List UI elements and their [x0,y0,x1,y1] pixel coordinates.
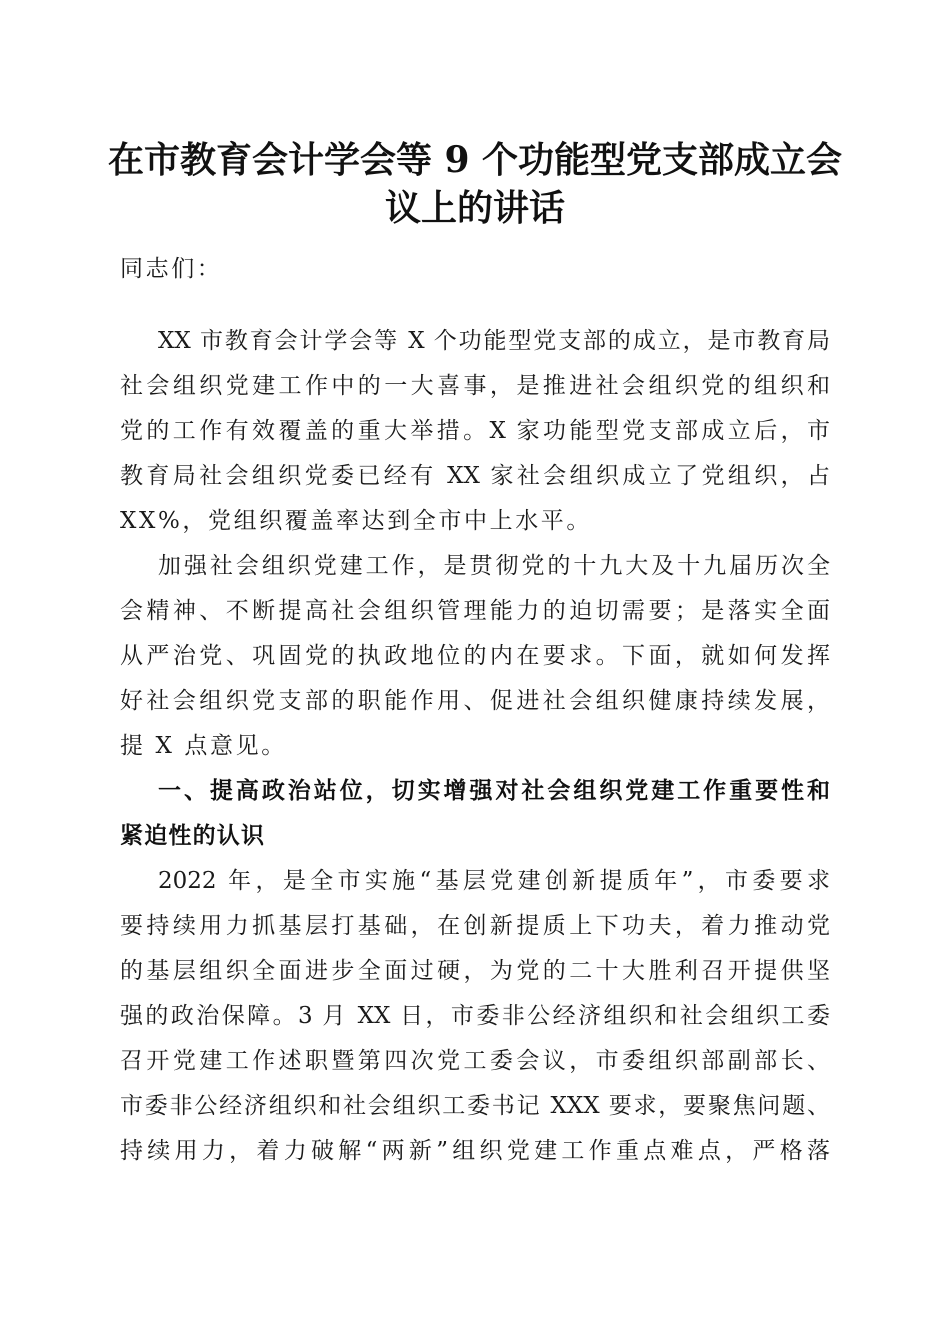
paragraph-1-line: 教育局社会组织党委已经有 XX 家社会组织成立了党组织，占 [120,463,830,489]
paragraph-3-line: 持续用力，着力破解“两新”组织党建工作重点难点，严格落 [120,1138,830,1164]
paragraph-2-line: 提 X 点意见。 [120,733,287,759]
section-heading-1-continued: 紧迫性的认识 [120,823,266,849]
section-heading-1: 一、提高政治站位，切实增强对社会组织党建工作重要性和 [158,778,830,804]
paragraph-2-line: 会精神、不断提高社会组织管理能力的迫切需要；是落实全面 [120,598,830,624]
paragraph-2-line: 好社会组织党支部的职能作用、促进社会组织健康持续发展， [120,688,830,714]
document-title-line-1: 在市教育会计学会等 9 个功能型党支部成立会 [107,139,843,181]
paragraph-3-line: 要持续用力抓基层打基础，在创新提质上下功夫，着力推动党 [120,913,830,939]
paragraph-2-line: 从严治党、巩固党的执政地位的内在要求。下面，就如何发挥 [120,643,830,669]
paragraph-1-line: 社会组织党建工作中的一大喜事，是推进社会组织党的组织和 [120,373,830,399]
paragraph-3-line: 强的政治保障。3 月 XX 日，市委非公经济组织和社会组织工委 [120,1003,830,1029]
paragraph-3-line: 2022 年，是全市实施“基层党建创新提质年”，市委要求 [158,868,830,894]
paragraph-3-line: 市委非公经济组织和社会组织工委书记 XXX 要求，要聚焦问题、 [120,1093,830,1119]
document-title-line-2: 议上的讲话 [384,187,565,229]
salutation: 同志们： [120,256,223,282]
paragraph-3-line: 的基层组织全面进步全面过硬，为党的二十大胜利召开提供坚 [120,958,830,984]
paragraph-2-line: 加强社会组织党建工作，是贯彻党的十九大及十九届历次全 [158,553,830,579]
paragraph-1-line: 党的工作有效覆盖的重大举措。X 家功能型党支部成立后，市 [120,418,830,444]
paragraph-1-line: XX%，党组织覆盖率达到全市中上水平。 [120,508,593,534]
paragraph-3-line: 召开党建工作述职暨第四次党工委会议，市委组织部副部长、 [120,1048,830,1074]
paragraph-1-line: XX 市教育会计学会等 X 个功能型党支部的成立，是市教育局 [158,328,830,354]
